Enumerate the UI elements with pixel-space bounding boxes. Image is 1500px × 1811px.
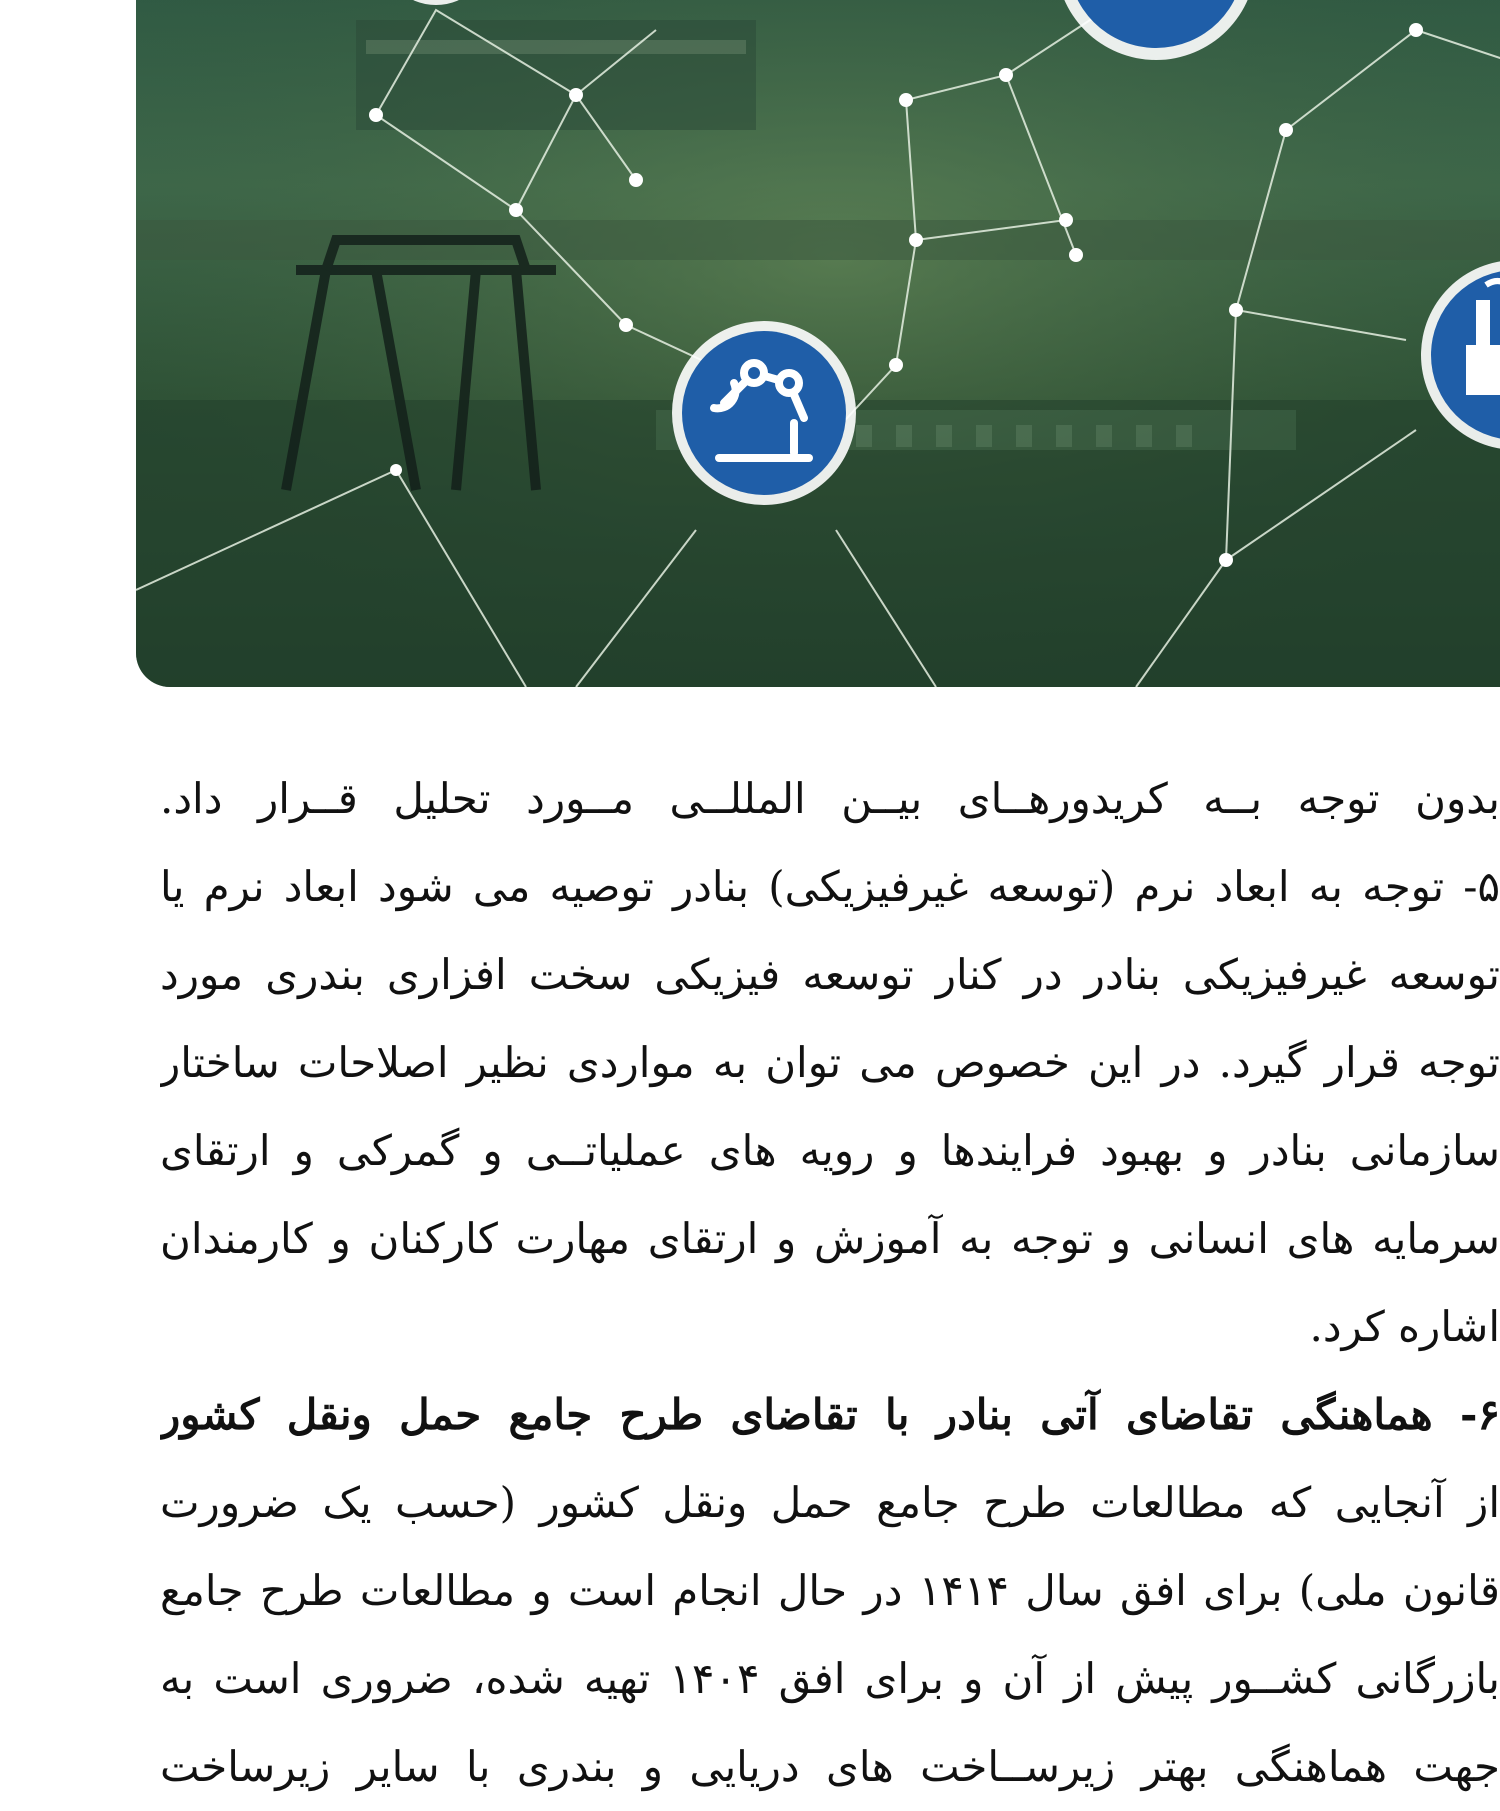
article-body xyxy=(160,755,1500,1811)
article-line: اشاره کرد. xyxy=(1309,1302,1500,1351)
article-line: سرمایه های انسانی و توجه به آموزش و ارتقای مهارت کارکنان و کارمندان xyxy=(160,1214,1500,1263)
port-network-illustration xyxy=(136,0,1500,687)
article-line: بدون توجه بــه کریدورهــای بیــن المللــی مــورد تحلیل قــرار داد. xyxy=(160,774,1500,823)
article-line: توجه قرار گیرد. در این خصوص می توان به مواردی نظیر اصلاحات ساختار xyxy=(160,1038,1500,1087)
article-line: بازرگانی کشــور پیش از آن و برای افق ۱۴۰۴ تهیه شده، ضروری است به xyxy=(160,1654,1500,1703)
article-line: از آنجایی که مطالعات طرح جامع حمل ونقل کشور (حسب یک ضرورت xyxy=(160,1478,1500,1527)
article-line: قانون ملی) برای افق سال ۱۴۱۴ در حال انجام است و مطالعات طرح جامع xyxy=(160,1566,1500,1615)
article-line: توسعه غیرفیزیکی بنادر در کنار توسعه فیزیکی سخت افزاری بندری مورد xyxy=(160,950,1500,999)
article-line: سازمانی بنادر و بهبود فرایندها و رویه های عملیاتــی و گمرکی و ارتقای xyxy=(160,1126,1500,1175)
robot-arm-icon xyxy=(672,321,856,505)
header-photo xyxy=(136,0,1500,687)
section-heading: ۶- هماهنگی تقاضای آتی بنادر با تقاضای طرح جامع حمل ونقل کشور xyxy=(160,1390,1500,1439)
article-line: ۵- توجه به ابعاد نرم (توسعه غیرفیزیکی) بنادر توصیه می شود ابعاد نرم یا xyxy=(160,862,1500,911)
article-line: جهت هماهنگی بهتر زیرســاخت های دریایی و بندری با سایر زیرساخت xyxy=(160,1742,1500,1791)
